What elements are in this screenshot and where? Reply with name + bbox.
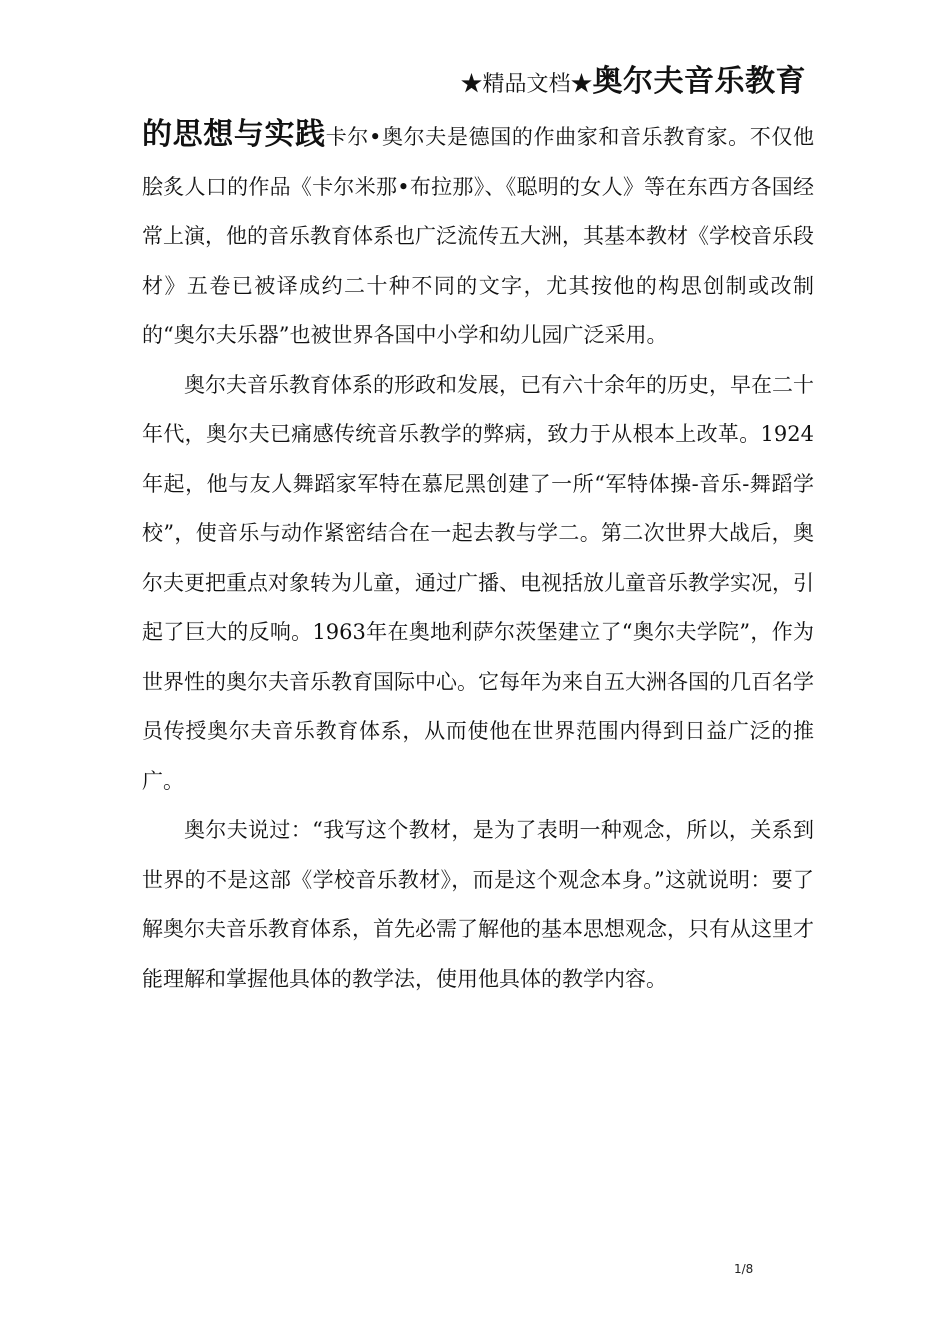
paragraph-3 [142,806,814,1004]
paragraph-3-text: 奥尔夫说过：“我写这个教材，是为了表明一种观念，所以，关系到世界的不是这部《学校音乐教材》，而是这个观念本身。”这就说明：要了解奥尔夫音乐教育体系，首先必需了解他的基本思想观念，只有从这里才能理解和掌握他具体的教学法，使用他具体的教学内容。 [142,818,814,991]
document-title-part1: 奥尔夫音乐教育 [592,64,806,99]
document-body [142,58,814,1004]
paragraph-1 [142,110,814,361]
quality-badge: ★精品文档★ [460,72,593,97]
document-title-part2: 的思想与实践 [142,117,326,152]
page-number: 1/8 [734,1262,754,1276]
paragraph-2-text: 奥尔夫音乐教育体系的形政和发展，已有六十余年的历史，早在二十年代，奥尔夫已痛感传统音乐教学的弊病，致力于从根本上改革。1924年起，他与友人舞蹈家军特在慕尼黑创建了一所“军特体操-音乐-舞蹈学校”，使音乐与动作紧密结合在一起去教与学二。第二次世界大战后，奥尔夫更把重点对象转为儿童，通过广播、电视括放儿童音乐教学实况，引起了巨大的反响。1963年在奥地利萨尔茨堡建立了“奥尔夫学院”，作为世界性的奥尔夫音乐教育国际中心。它每年为来自五大洲各国的几百名学员传授奥尔夫音乐教育体系，从而使他在世界范围内得到日益广泛的推广。 [142,372,814,793]
paragraph-2 [142,361,814,807]
paragraph-1-text: 卡尔•奥尔夫是德国的作曲家和音乐教育家。不仅他脍炙人口的作品《卡尔米那•布拉那》、《聪明的女人》等在东西方各国经常上演，他的音乐教育体系也广泛流传五大洲，其基本教材《学校音乐段材》五卷已被译成约二十种不同的文字，尤其按他的构思创制或改制的“奥尔夫乐器”也被世界各国中小学和幼儿园广泛采用。 [142,125,815,347]
title-line [142,58,814,106]
